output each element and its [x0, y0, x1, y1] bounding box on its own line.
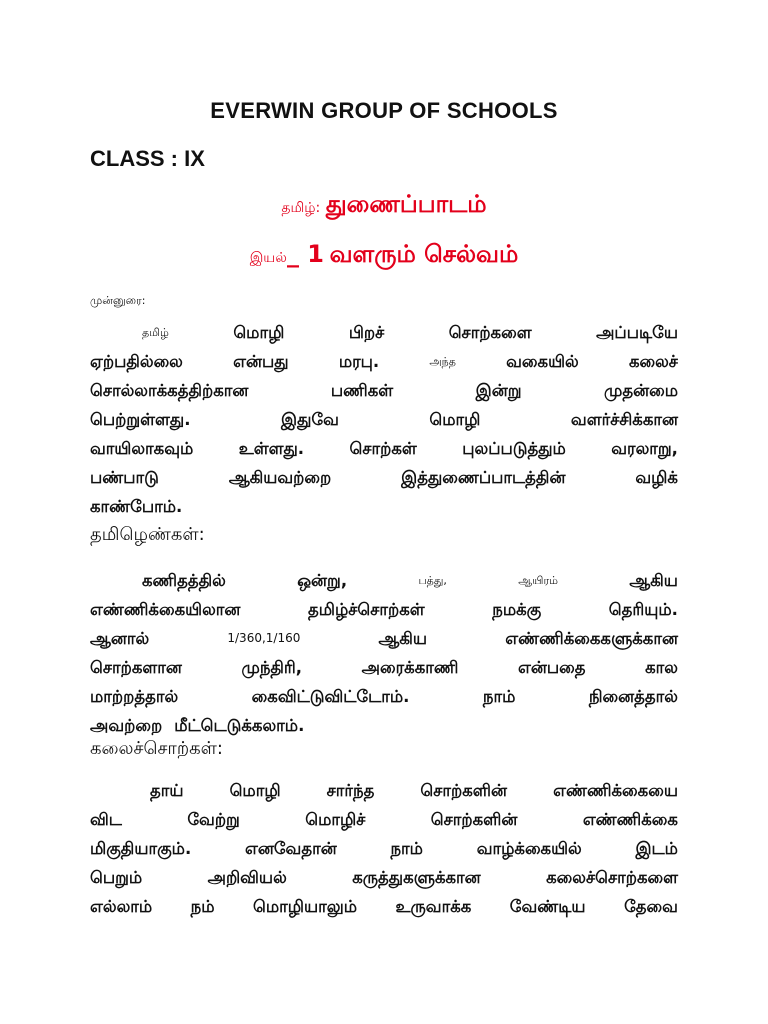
- paragraph-line: [90, 892, 678, 921]
- word: நாம்: [390, 839, 423, 858]
- word: வளர்ச்சிக்கான: [570, 410, 678, 429]
- word: ஆனால்: [90, 629, 150, 648]
- word: முந்திரி,: [241, 658, 303, 677]
- word: ஒன்று,: [297, 571, 348, 590]
- word: ஆகிய: [629, 571, 678, 590]
- word: வரலாறு,: [611, 439, 678, 458]
- word: கருத்துகளுக்கான: [352, 868, 481, 887]
- word: ஆயிரம்: [518, 574, 559, 587]
- word: பெறும்: [90, 868, 143, 887]
- word: சொல்லாக்கத்திற்கான: [90, 381, 249, 400]
- word: விட: [90, 810, 122, 829]
- word: எண்ணிக்கையிலான: [90, 600, 241, 619]
- subject-title: [0, 190, 768, 221]
- unit-title: [0, 240, 768, 271]
- word: தமிழ்ச்சொற்கள்: [307, 600, 425, 619]
- word: பிறச்: [348, 323, 385, 342]
- word: முதன்மை: [604, 381, 678, 400]
- unit-prefix: இயல்: [249, 250, 287, 266]
- word: வாழ்க்கையில்: [476, 839, 582, 858]
- paragraph-line: [90, 376, 678, 405]
- paragraph-line: [90, 463, 678, 492]
- word: கலைச்சொற்களை: [546, 868, 678, 887]
- word: ஆகிய: [378, 629, 428, 648]
- word: உருவாக்க: [395, 897, 472, 916]
- word: அரைக்காணி: [361, 658, 459, 677]
- word: 1/360,1/160: [227, 631, 301, 645]
- word: எனவேதான்: [244, 839, 337, 858]
- word: வாயிலாகவும்: [90, 439, 194, 458]
- word: எண்ணிக்கைகளுக்கான: [505, 629, 678, 648]
- word: மரபு.: [338, 352, 380, 371]
- intro-label: முன்னுரை:: [90, 294, 146, 307]
- word: பணிகள்: [330, 381, 394, 400]
- paragraph-line: [90, 805, 678, 834]
- paragraph-line: [90, 682, 678, 711]
- paragraph-line: [90, 318, 678, 347]
- section2-paragraph: [90, 776, 678, 921]
- word: தாய்: [150, 781, 184, 800]
- word: வேண்டிய: [509, 897, 586, 916]
- word: இத்துணைப்பாடத்தின்: [401, 468, 566, 487]
- word: பண்பாடு: [90, 468, 159, 487]
- unit-number: _ 1: [286, 240, 324, 268]
- word: நமக்கு: [492, 600, 542, 619]
- word: சொற்களை: [448, 323, 532, 342]
- unit-name: வளரும் செல்வம்: [329, 240, 519, 268]
- paragraph-line: [90, 492, 678, 521]
- word: நாம்: [482, 687, 516, 706]
- paragraph-line: [90, 434, 678, 463]
- subject-prefix: தமிழ்:: [281, 200, 321, 216]
- paragraph-line: [90, 776, 678, 805]
- word: அந்த: [429, 355, 456, 368]
- word: என்பதை: [518, 658, 586, 677]
- word: எண்ணிக்கையை: [553, 781, 678, 800]
- word: வழிக்: [635, 468, 678, 487]
- word: மாற்றத்தால்: [90, 687, 179, 706]
- word: உள்ளது.: [238, 439, 305, 458]
- section-heading-tamil-numbers: தமிழெண்கள்:: [90, 524, 205, 545]
- word: வகையில்: [506, 352, 579, 371]
- word: மொழிச்: [305, 810, 366, 829]
- word: பத்து,: [418, 574, 447, 587]
- subject-name: துணைப்பாடம்: [325, 190, 487, 218]
- section1-paragraph: [90, 566, 678, 740]
- word: தெரியும்.: [608, 600, 678, 619]
- word: சொற்களான: [90, 658, 182, 677]
- word: சொற்கள்: [349, 439, 417, 458]
- word: என்பது: [233, 352, 289, 371]
- word: புலப்படுத்தும்: [462, 439, 566, 458]
- word: அவற்றை: [90, 716, 163, 735]
- school-name: EVERWIN GROUP OF SCHOOLS: [210, 98, 558, 123]
- word: சார்ந்த: [326, 781, 375, 800]
- intro-paragraph: [90, 318, 678, 521]
- class-label: CLASS : IX: [90, 146, 205, 171]
- word: மொழி: [233, 323, 285, 342]
- word: மொழி: [429, 410, 481, 429]
- word: மீட்டெடுக்கலாம்.: [174, 716, 305, 735]
- word: சொற்களின்: [420, 781, 508, 800]
- word: வேற்று: [187, 810, 240, 829]
- word: காண்போம்.: [90, 497, 183, 516]
- paragraph-line: [90, 863, 678, 892]
- word: சொற்களின்: [430, 810, 518, 829]
- word: எல்லாம்: [90, 897, 153, 916]
- paragraph-line: [90, 595, 678, 624]
- word: பெற்றுள்ளது.: [90, 410, 191, 429]
- section-heading-technical-terms: கலைச்சொற்கள்:: [90, 738, 223, 759]
- paragraph-line: [90, 834, 678, 863]
- paragraph-line: [90, 711, 678, 740]
- word: அறிவியல்: [207, 868, 287, 887]
- paragraph-line: [90, 653, 678, 682]
- word: கலைச்: [628, 352, 678, 371]
- word: இடம்: [635, 839, 678, 858]
- word: நினைத்தால்: [588, 687, 678, 706]
- word: ஆகியவற்றை: [228, 468, 332, 487]
- word: ஏற்பதில்லை: [90, 352, 183, 371]
- paragraph-line: [90, 405, 678, 434]
- word: கைவிட்டுவிட்டோம்.: [251, 687, 410, 706]
- word: இதுவே: [281, 410, 339, 429]
- word: கணிதத்தில்: [142, 571, 226, 590]
- word: இன்று: [475, 381, 522, 400]
- word: எண்ணிக்கை: [582, 810, 678, 829]
- word: மொழி: [229, 781, 281, 800]
- paragraph-line: [90, 347, 678, 376]
- word: மிகுதியாகும்.: [90, 839, 192, 858]
- word: தேவை: [624, 897, 678, 916]
- paragraph-line: [90, 566, 678, 595]
- word: தமிழ்: [142, 326, 169, 339]
- word: மொழியாலும்: [253, 897, 358, 916]
- word: நம்: [190, 897, 215, 916]
- word: கால: [645, 658, 678, 677]
- paragraph-line: [90, 624, 678, 653]
- word: அப்படியே: [596, 323, 678, 342]
